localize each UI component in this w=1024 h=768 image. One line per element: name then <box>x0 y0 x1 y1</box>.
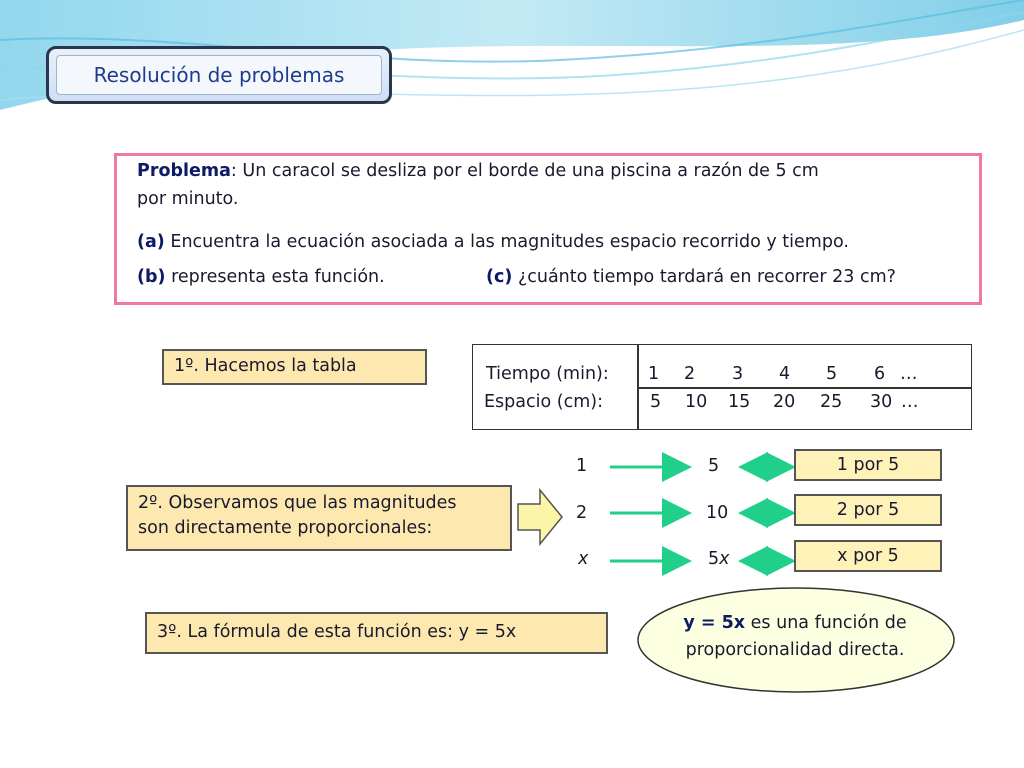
table-row-1-value-2: 3 <box>732 364 744 384</box>
mapping-left-1: 1 <box>576 456 588 476</box>
mapping-right-2: 10 <box>706 503 729 523</box>
mapping-left-3: x <box>578 549 589 569</box>
table-row-1-value-0: 1 <box>648 364 660 384</box>
table-row-2-value-6: … <box>901 392 919 412</box>
question-b-key: (b) <box>137 267 166 287</box>
mapping-right-3: 5x <box>708 549 730 569</box>
mapping-right-1: 5 <box>708 456 720 476</box>
values-table <box>472 344 972 430</box>
question-a-key: (a) <box>137 232 165 252</box>
table-row-2-value-3: 20 <box>773 392 796 412</box>
table-horizontal-divider <box>637 387 971 389</box>
question-c-text: ¿cuánto tiempo tardará en recorrer 23 cm? <box>517 267 896 287</box>
step-3-box: 3º. La fórmula de esta función es: y = 5x <box>145 612 608 654</box>
table-row-1-value-4: 5 <box>826 364 838 384</box>
table-row-2-value-1: 10 <box>685 392 708 412</box>
slide-title: Resolución de problemas <box>56 55 382 95</box>
conclusion-text <box>640 610 950 664</box>
conclusion-line-1 <box>640 610 950 637</box>
table-row-2-label: Espacio (cm): <box>484 392 603 412</box>
mapping-box-3: x por 5 <box>794 540 942 572</box>
question-c-key: (c) <box>486 267 513 287</box>
table-row-2-value-2: 15 <box>728 392 751 412</box>
question-b-text: representa esta función. <box>171 267 385 287</box>
question-c <box>486 267 896 287</box>
conclusion-line-1-text: es una función de <box>745 613 907 633</box>
table-row-1-value-6: … <box>900 364 918 384</box>
problem-keyword: Problema <box>137 161 231 181</box>
table-row-2-value-5: 30 <box>870 392 893 412</box>
double-arrow-icon <box>744 467 790 561</box>
step-2-box <box>126 485 512 551</box>
table-row-1-value-5: 6 <box>874 364 886 384</box>
mapping-arrows <box>600 452 800 582</box>
slide-title-tab <box>46 46 392 104</box>
step-2-line-2: son directamente proporcionales: <box>138 518 433 538</box>
table-row-2-value-0: 5 <box>650 392 662 412</box>
mapping-box-2: 2 por 5 <box>794 494 942 526</box>
table-row-2-value-4: 25 <box>820 392 843 412</box>
step-1-box: 1º. Hacemos la tabla <box>162 349 427 385</box>
arrow-right-icon <box>610 467 686 561</box>
mapping-box-1: 1 por 5 <box>794 449 942 481</box>
step-2-line-1: 2º. Observamos que las magnitudes <box>138 493 457 513</box>
question-b <box>137 267 385 287</box>
table-row-1-value-1: 2 <box>684 364 696 384</box>
problem-line-1 <box>137 161 819 181</box>
table-row-1-value-3: 4 <box>779 364 791 384</box>
problem-line-1-text: : Un caracol se desliza por el borde de una piscina a razón de 5 cm <box>230 161 819 181</box>
conclusion-formula: y = 5x <box>683 613 746 633</box>
question-a-text: Encuentra la ecuación asociada a las magnitudes espacio recorrido y tiempo. <box>170 232 849 252</box>
conclusion-line-2: proporcionalidad directa. <box>685 640 905 660</box>
table-row-1-label: Tiempo (min): <box>486 364 609 384</box>
problem-line-2: por minuto. <box>137 189 239 209</box>
block-arrow-right-icon <box>516 488 564 546</box>
question-a <box>137 232 849 252</box>
mapping-left-2: 2 <box>576 503 588 523</box>
